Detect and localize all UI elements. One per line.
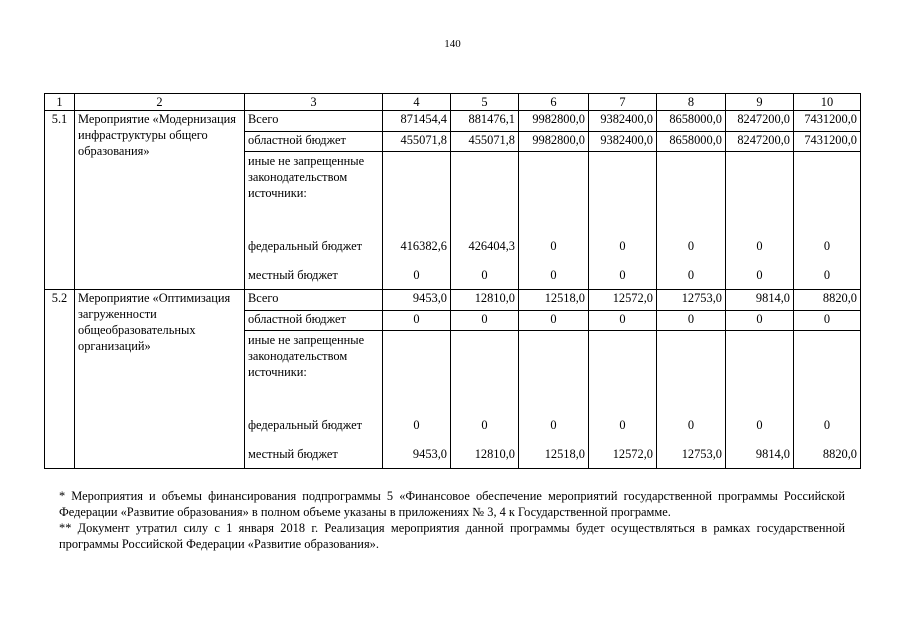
value-cell: 0: [657, 311, 726, 331]
empty-cell: [794, 152, 861, 230]
value-cell: 12572,0: [589, 441, 657, 469]
value-cell: 455071,8: [383, 132, 451, 152]
value-cell: 8247200,0: [726, 132, 794, 152]
value-cell: 0: [726, 262, 794, 290]
value-cell: 0: [589, 262, 657, 290]
value-cell: 9982800,0: [519, 132, 589, 152]
value-cell: 455071,8: [451, 132, 519, 152]
header-cell: 3: [245, 94, 383, 111]
value-cell: 0: [589, 409, 657, 441]
value-cell: 0: [657, 230, 726, 262]
value-cell: 0: [726, 311, 794, 331]
value-cell: 8820,0: [794, 441, 861, 469]
source-label: областной бюджет: [245, 311, 383, 331]
value-cell: 0: [657, 262, 726, 290]
source-label: Всего: [245, 290, 383, 311]
header-cell: 6: [519, 94, 589, 111]
header-cell: 2: [75, 94, 245, 111]
value-cell: 0: [383, 311, 451, 331]
item-title: Мероприятие «Модернизация инфраструктуры общего образования»: [75, 111, 245, 290]
value-cell: 0: [726, 230, 794, 262]
value-cell: 0: [794, 409, 861, 441]
value-cell: 12810,0: [451, 290, 519, 311]
source-label: областной бюджет: [245, 132, 383, 152]
source-label: местный бюджет: [245, 262, 383, 290]
value-cell: 9982800,0: [519, 111, 589, 132]
header-cell: 8: [657, 94, 726, 111]
value-cell: 8658000,0: [657, 111, 726, 132]
source-label: федеральный бюджет: [245, 409, 383, 441]
value-cell: 9382400,0: [589, 132, 657, 152]
source-label: федеральный бюджет: [245, 230, 383, 262]
empty-cell: [589, 331, 657, 409]
value-cell: 8247200,0: [726, 111, 794, 132]
value-cell: 0: [726, 409, 794, 441]
table-row: [45, 111, 861, 132]
empty-cell: [519, 152, 589, 230]
header-cell: 4: [383, 94, 451, 111]
header-cell: 10: [794, 94, 861, 111]
item-number: 5.1: [45, 111, 75, 290]
source-label: иные не запрещенные законодательством источники:: [245, 152, 383, 230]
empty-cell: [589, 152, 657, 230]
empty-cell: [726, 152, 794, 230]
footnotes: [59, 488, 845, 552]
value-cell: 0: [589, 311, 657, 331]
value-cell: 12518,0: [519, 290, 589, 311]
value-cell: 0: [519, 262, 589, 290]
header-cell: 9: [726, 94, 794, 111]
value-cell: 9382400,0: [589, 111, 657, 132]
value-cell: 9453,0: [383, 441, 451, 469]
header-cell: 5: [451, 94, 519, 111]
value-cell: 0: [519, 409, 589, 441]
value-cell: 0: [383, 262, 451, 290]
header-cell: 1: [45, 94, 75, 111]
source-label: Всего: [245, 111, 383, 132]
value-cell: 0: [383, 409, 451, 441]
empty-cell: [794, 331, 861, 409]
empty-cell: [519, 331, 589, 409]
value-cell: 0: [794, 230, 861, 262]
item-title: Мероприятие «Оптимизация загруженности общеобразовательных организаций»: [75, 290, 245, 469]
value-cell: 12572,0: [589, 290, 657, 311]
value-cell: 9814,0: [726, 290, 794, 311]
value-cell: 0: [794, 311, 861, 331]
item-number: 5.2: [45, 290, 75, 469]
value-cell: 0: [451, 409, 519, 441]
footnote: * Мероприятия и объемы финансирования подпрограммы 5 «Финансовое обеспечение мероприятий государственной программы Российской Федерации «Развитие образования» в полном объеме указаны в приложениях № 3, 4 к Государственной программе.: [59, 489, 845, 519]
value-cell: 12518,0: [519, 441, 589, 469]
header-cell: 7: [589, 94, 657, 111]
value-cell: 871454,4: [383, 111, 451, 132]
value-cell: 12753,0: [657, 290, 726, 311]
value-cell: 416382,6: [383, 230, 451, 262]
value-cell: 7431200,0: [794, 132, 861, 152]
footnote: ** Документ утратил силу с 1 января 2018 г. Реализация мероприятия данной программы будет осуществляться в рамках государственной программы Российской Федерации «Развитие образования».: [59, 521, 845, 551]
empty-cell: [451, 152, 519, 230]
source-label: местный бюджет: [245, 441, 383, 469]
value-cell: 8820,0: [794, 290, 861, 311]
page-number: 140: [444, 38, 461, 50]
empty-cell: [383, 152, 451, 230]
value-cell: 0: [657, 409, 726, 441]
value-cell: 0: [451, 311, 519, 331]
empty-cell: [383, 331, 451, 409]
header-row: [45, 94, 861, 111]
value-cell: 0: [519, 311, 589, 331]
value-cell: 9453,0: [383, 290, 451, 311]
value-cell: 0: [589, 230, 657, 262]
financing-table: [44, 93, 861, 469]
value-cell: 7431200,0: [794, 111, 861, 132]
empty-cell: [657, 331, 726, 409]
value-cell: 0: [519, 230, 589, 262]
empty-cell: [451, 331, 519, 409]
source-label: иные не запрещенные законодательством источники:: [245, 331, 383, 409]
value-cell: 12810,0: [451, 441, 519, 469]
empty-cell: [726, 331, 794, 409]
value-cell: 12753,0: [657, 441, 726, 469]
value-cell: 9814,0: [726, 441, 794, 469]
table-row: [45, 290, 861, 311]
empty-cell: [657, 152, 726, 230]
value-cell: 8658000,0: [657, 132, 726, 152]
value-cell: 426404,3: [451, 230, 519, 262]
value-cell: 881476,1: [451, 111, 519, 132]
value-cell: 0: [451, 262, 519, 290]
value-cell: 0: [794, 262, 861, 290]
